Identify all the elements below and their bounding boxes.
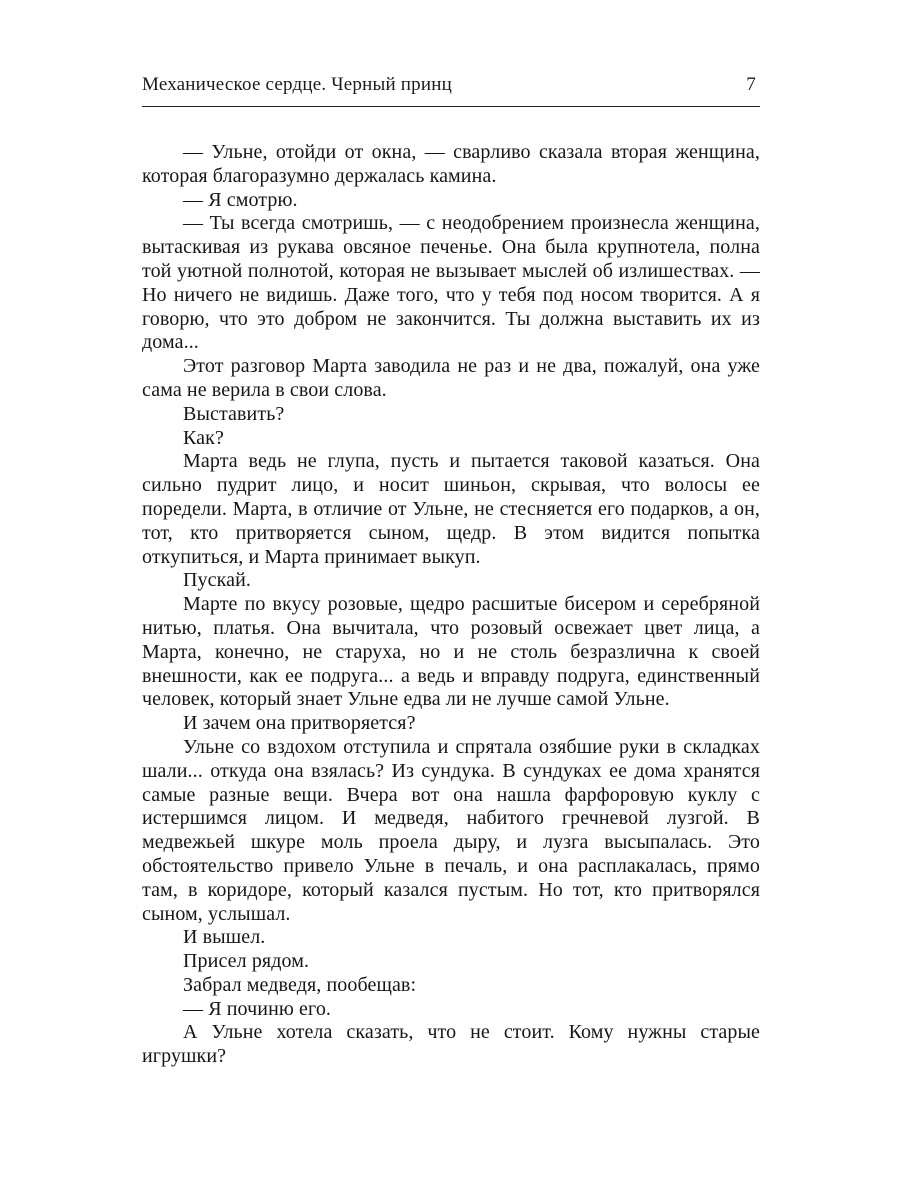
paragraph: Ульне со вздохом отступила и спрятала озябшие руки в складках шали... откуда она взялась? Из сундука. В сундуках ее дома хранятся самые разные вещи. Вчера вот она нашла фарфоровую куклу с истершимся лицом. И медведя, набитого гречневой лузгой. В медвежьей шкуре моль проела дыру, и лузга высыпалась. Это обстоятельство привело Ульне в печаль, и она расплакалась, прямо там, в коридоре, который казался пустым. Но тот, кто притворялся сыном, услышал. [142,735,760,925]
paragraph: Марте по вкусу розовые, щедро расшитые бисером и серебряной нитью, платья. Она вычитала, что розовый освежает цвет лица, а Марта, конечно, не старуха, но и не столь безразлична к своей внешности, как ее подруга... а ведь и вправду подруга, единственный человек, который знает Ульне едва ли не лучше самой Ульне. [142,593,760,711]
paragraph: Забрал медведя, пообещав: [183,973,417,996]
paragraph: И вышел. [183,926,266,949]
paragraph: — Я починю его. [183,997,332,1020]
paragraph: Выставить? [183,402,285,425]
paragraph: Как? [183,426,224,449]
paragraph: А Ульне хотела сказать, что не стоит. Кому нужны старые игрушки? [142,1021,760,1068]
paragraph: — Ты всегда смотришь, — с неодобрением произнесла женщина, вытаскивая из рукава овсяное печенье. Она была крупнотела, полна той уютной полнотой, которая не вызывает мыслей об излишествах. — Но ничего не видишь. Даже того, что у тебя под носом творится. А я говорю, что это добром не закончится. Ты должна выставить их из дома... [142,212,760,354]
paragraph: И зачем она притворяется? [183,712,416,735]
paragraph: Марта ведь не глупа, пусть и пытается таковой казаться. Она сильно пудрит лицо, и носит шиньон, скрывая, что волосы ее поредели. Марта, в отличие от Ульне, не стесняется его подарков, а он, тот, кто притворяется сыном, щедр. В этом видится попытка откупиться, и Марта принимает выкуп. [142,450,760,568]
paragraph: — Я смотрю. [183,188,298,211]
paragraph: — Ульне, отойди от окна, — сварливо сказала вторая женщина, которая благоразумно держалась камина. [142,141,760,187]
page-body [142,141,760,1069]
running-title: Механическое сердце. Черный принц [142,74,452,95]
paragraph: Этот разговор Марта заводила не раз и не два, пожалуй, она уже сама не верила в свои слова. [142,355,760,401]
page-number: 7 [746,74,756,95]
running-header [142,74,760,107]
paragraph: Присел рядом. [183,950,310,973]
paragraph: Пускай. [183,569,252,592]
